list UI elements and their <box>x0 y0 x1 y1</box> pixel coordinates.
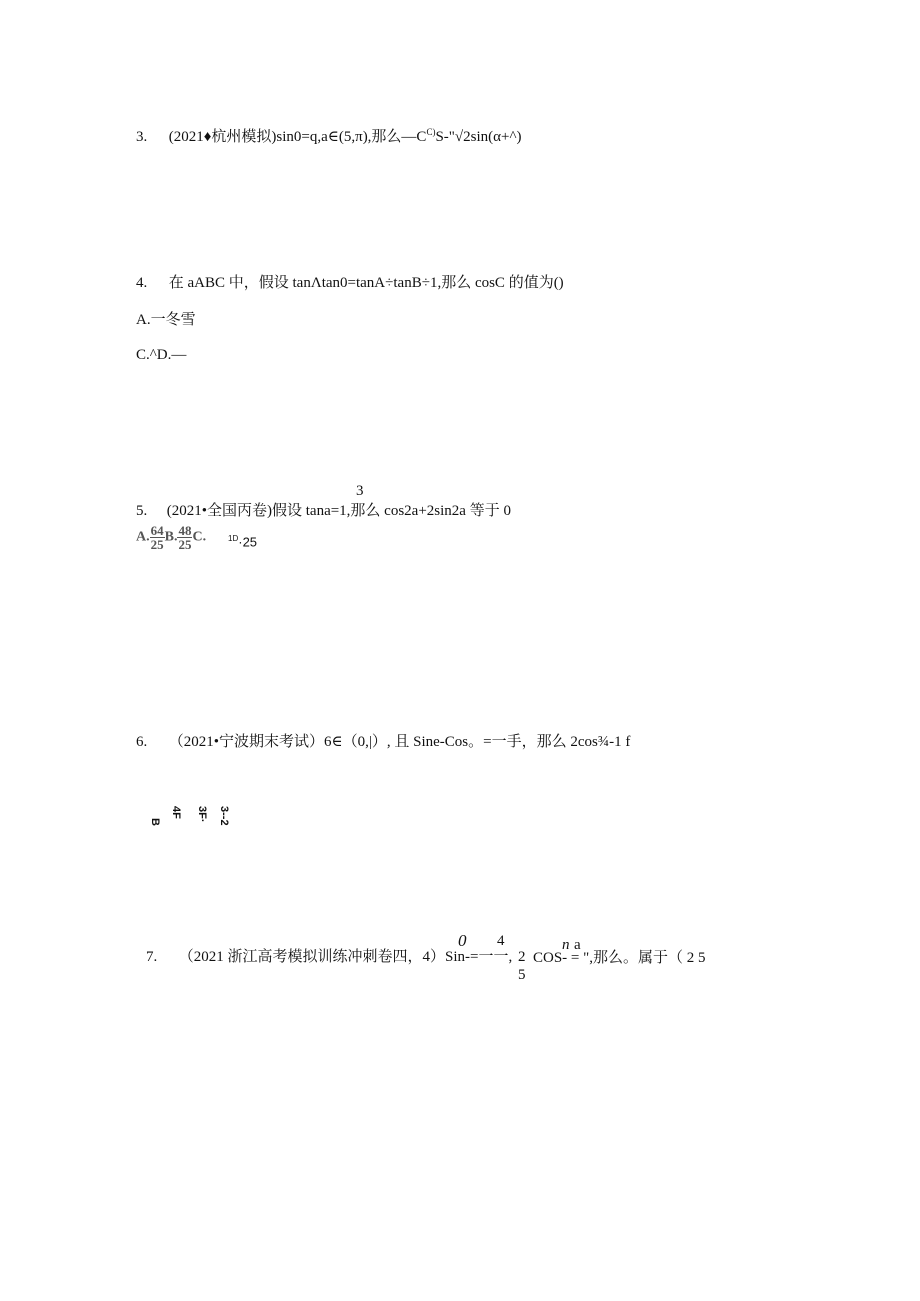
q5-opt-b-den: 25 <box>178 537 192 552</box>
q4-line <box>136 276 564 291</box>
q6-line <box>136 735 630 750</box>
q6-rot-b: B <box>149 818 161 826</box>
q7-number: 7. <box>146 949 158 965</box>
q5-above-3: 3 <box>356 483 364 499</box>
q3-sup: C) <box>426 127 436 137</box>
q4-option-cd: C.^D.— <box>136 347 187 363</box>
q7-above-a: a <box>574 937 581 953</box>
q4-option-a: A.一冬雪 <box>136 312 196 328</box>
q5-opt-b-fraction <box>177 524 192 551</box>
q3-tail: S-"√2sin(α+^) <box>435 129 522 145</box>
q7-above-0: 0 <box>458 931 467 950</box>
q5-opt-a-num: 64 <box>150 523 164 538</box>
q7-text: （2021 浙江高考模拟训练冲刺卷四，4）Sin-= <box>178 949 479 965</box>
q6-rot-3f: 3F· <box>196 806 208 823</box>
q3-number: 3. <box>136 129 148 145</box>
q5-opt-d-tail: ·25 <box>238 534 258 550</box>
q5-opt-d <box>228 535 257 548</box>
q3-line <box>136 128 522 145</box>
q3-text: (2021♦杭州模拟)sin0=q,a∈(5,π),那么—C <box>168 129 427 145</box>
q6-text: （2021•宁波期末考试）6∈（0,|）, 且 Sine-Cos。=一手，那么 2cos¾-1 f <box>168 734 631 750</box>
q7-mid: 一一, <box>478 949 513 965</box>
q7-stack-bottom: 5 <box>518 967 526 983</box>
q5-line <box>136 504 511 519</box>
q7-above-4: 4 <box>497 933 505 949</box>
q5-number: 5. <box>136 503 148 519</box>
q5-opt-c: C. <box>192 529 207 545</box>
q7-above-n: n <box>562 937 570 953</box>
q5-opt-b-num: 48 <box>178 523 192 538</box>
q5-opt-a-prefix: A. <box>136 529 150 545</box>
q7-stack-top: 2 <box>518 949 526 965</box>
q6-number: 6. <box>136 734 148 750</box>
q5-opt-a-den: 25 <box>150 537 164 552</box>
q5-opt-b-prefix: B. <box>164 529 178 545</box>
q6-rot-3-2: 3--2 <box>218 806 230 826</box>
q4-number: 4. <box>136 275 148 291</box>
q7-cos: COS- = ",那么。属于（ 2 5 <box>533 950 706 966</box>
q5-opt-a-fraction <box>150 524 165 551</box>
q5-options <box>136 524 206 551</box>
q5-text: (2021•全国丙卷)假设 tana=1,那么 cos2a+2sin2a 等于 0 <box>166 503 511 519</box>
q5-opt-d-small: 1D <box>228 534 239 543</box>
q7-line <box>146 950 512 965</box>
q6-rot-4f: 4F <box>170 806 182 819</box>
q4-text: 在 aABC 中，假设 tanΛtan0=tanA÷tanB÷1,那么 cosC 的值为() <box>168 275 564 291</box>
